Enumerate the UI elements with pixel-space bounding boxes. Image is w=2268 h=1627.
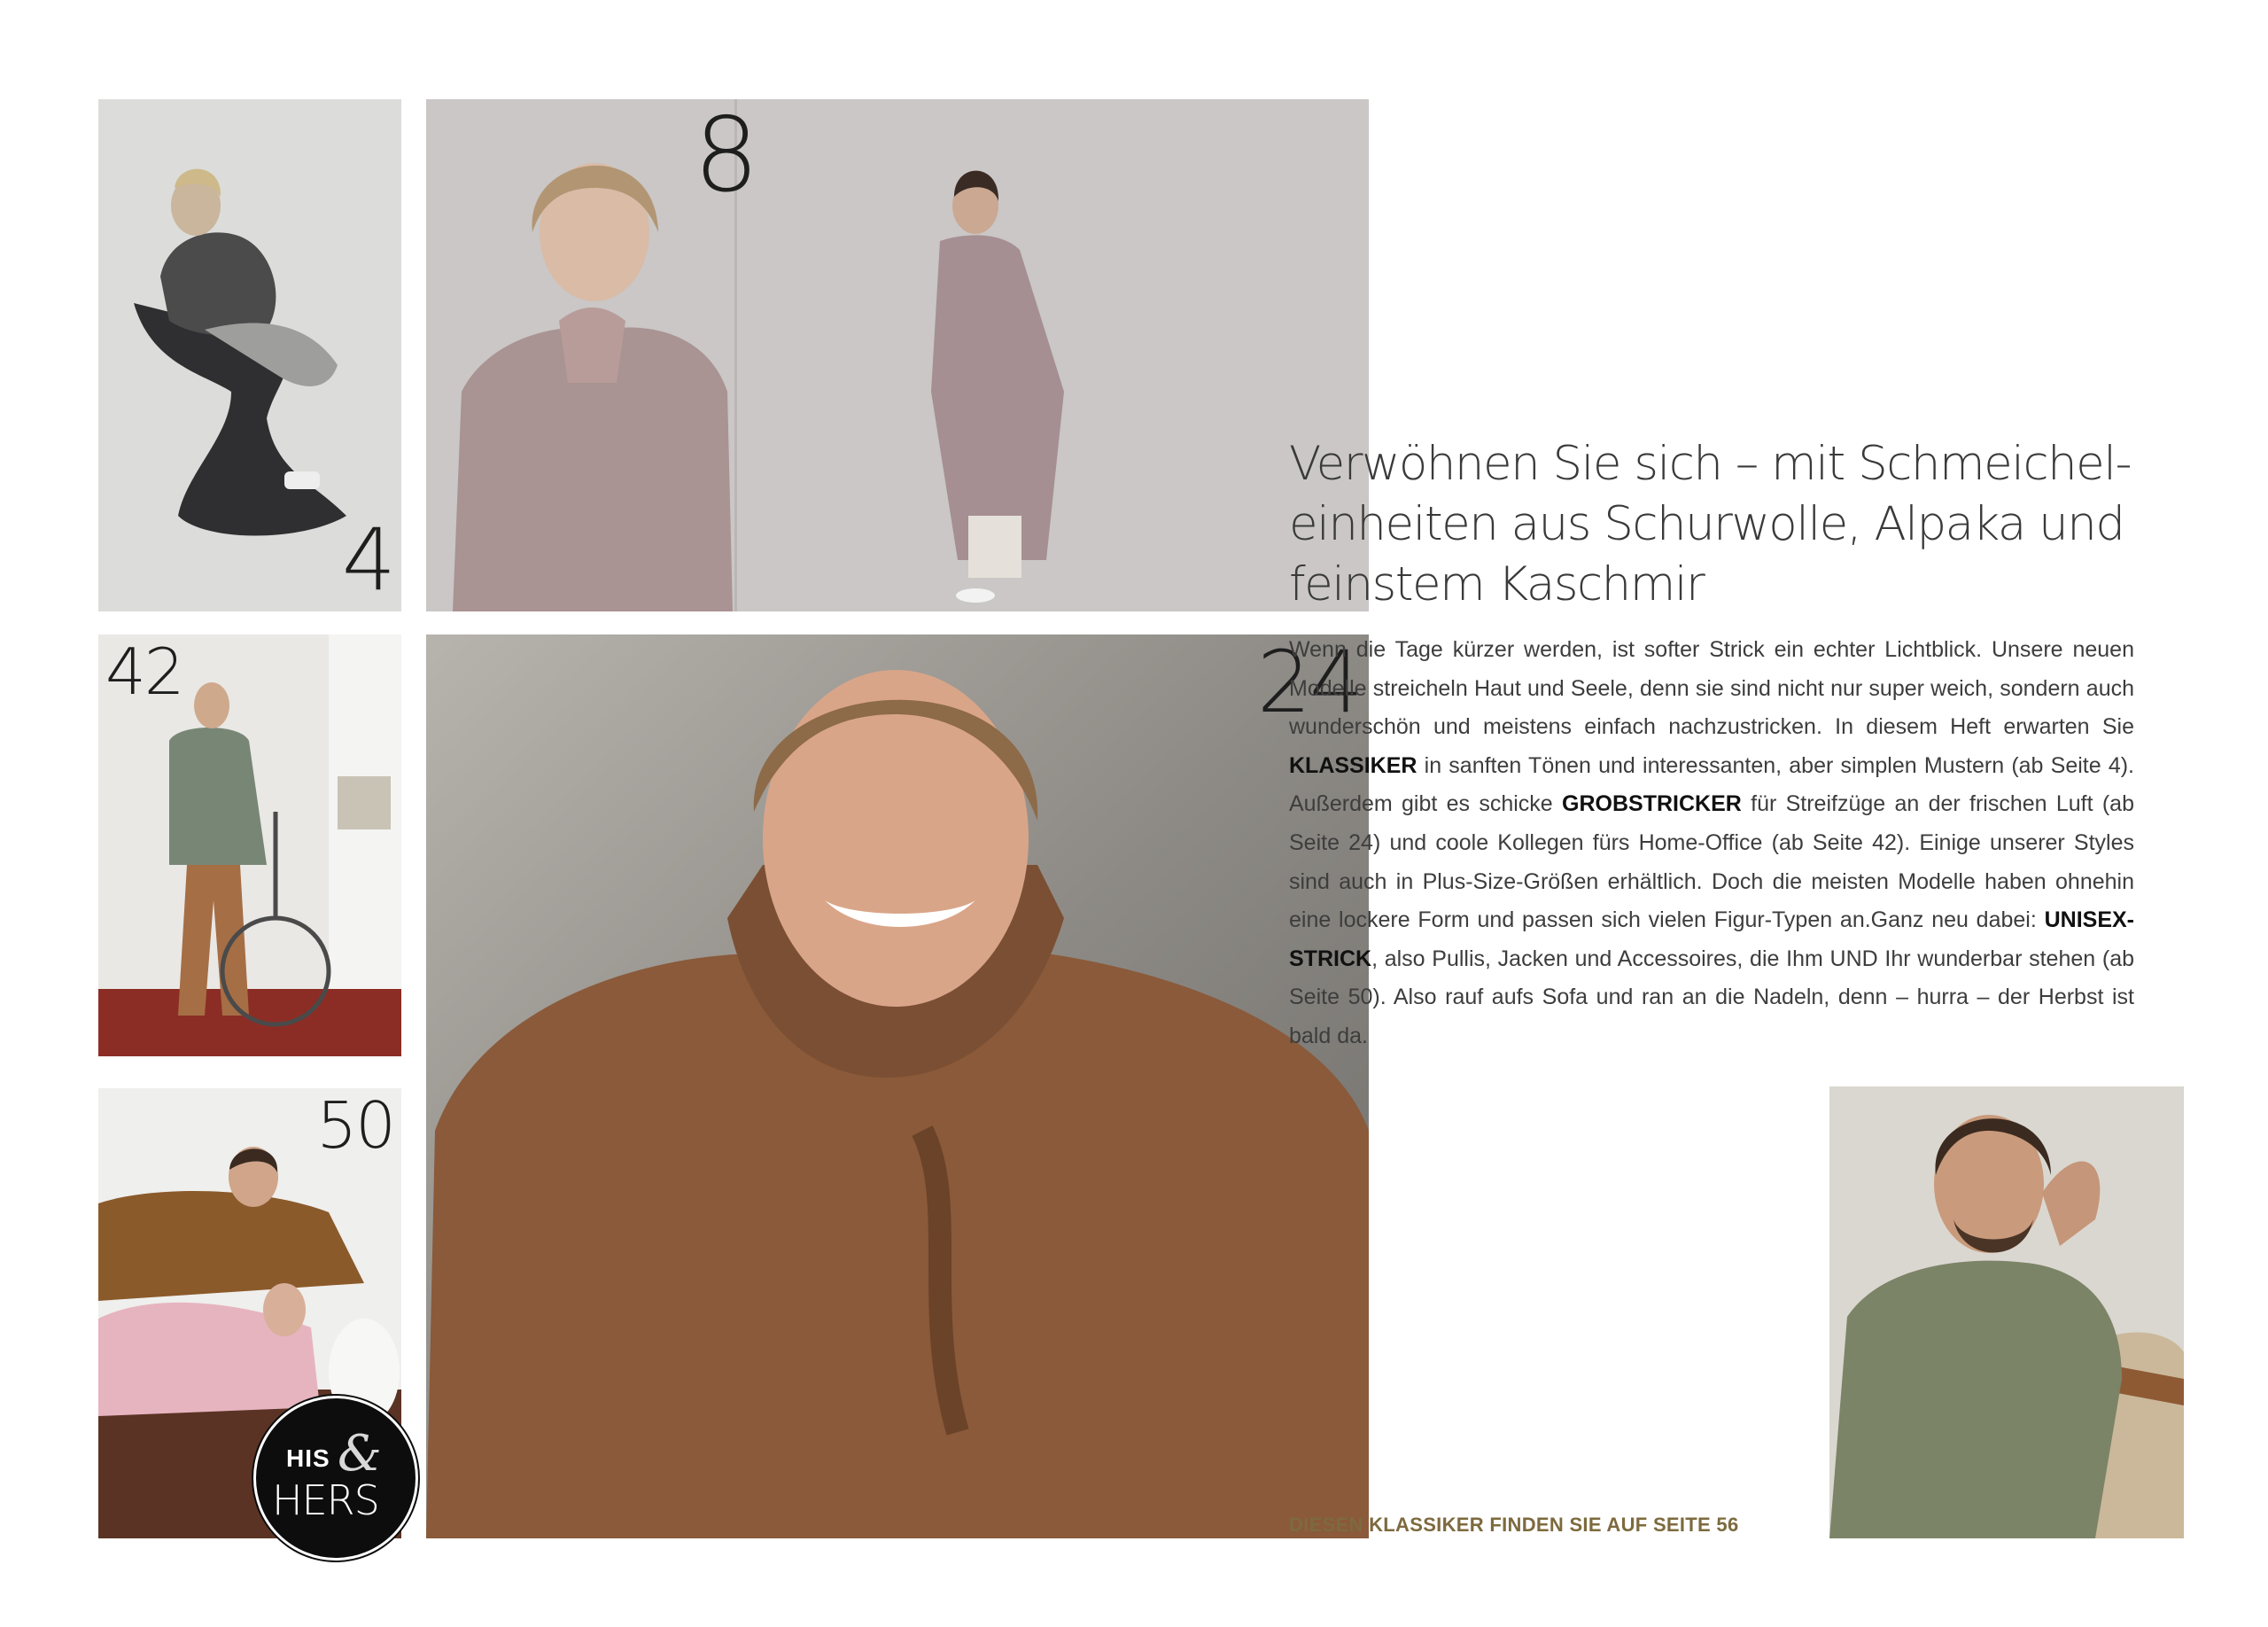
page-number-label: 50 — [316, 1088, 394, 1163]
highlight-unisex: UNISEX-STRICK — [1289, 907, 2134, 971]
body-text-part: , also Pullis, Jacken und Accessoires, die Ihm UND Ihr wunderbar stehen (ab Seite 50). Also rauf aufs Sofa und ran an die Nadeln, denn – hurra – der Herbst ist bald da. — [1289, 946, 2134, 1048]
photo-page-42 — [98, 634, 401, 1056]
page-number-label: 8 — [694, 99, 757, 215]
article-body — [1289, 631, 2134, 1056]
green-sweater-model-illustration — [1829, 1086, 2184, 1538]
photo-page-8 — [426, 99, 1369, 611]
article-headline: Verwöhnen Sie sich – mit Schmeichel-einheiten aus Schurwolle, Alpaka und feinstem Kaschmir — [1289, 437, 2132, 611]
body-text-part: in sanften Tönen und interessanten, aber simplen Mustern (ab Seite 4). Außerdem gibt es schicke — [1289, 752, 2134, 817]
highlight-klassiker: KLASSIKER — [1289, 752, 1418, 778]
badge-ampersand: & — [338, 1425, 382, 1483]
pink-knit-models-illustration — [426, 99, 1369, 611]
photo-page-56 — [1829, 1086, 2184, 1538]
turtleneck-model-illustration — [426, 634, 1369, 1538]
body-text-part: Wenn die Tage kürzer werden, ist softer Strick ein echter Lichtblick. Unsere neuen Modelle streicheln Haut und Seele, denn sie sind nicht nur super weich, sondern auch wunderschön und meistens einfach nachzustricken. In diesem Heft erwarten Sie — [1289, 637, 2134, 740]
badge-hers-text: HERS — [272, 1476, 379, 1524]
photo-page-24 — [426, 634, 1369, 1538]
body-text-part: für Streifzüge an der frischen Luft (ab Seite 24) und coole Kollegen fürs Home-Office (ab Seite 42). Einige unserer Styles sind auch in Plus-Size-Größen erhältlich. Doch die meisten Modelle haben ohnehin eine lockere Form und passen sich vielen Figur-Typen an.Ganz neu dabei: — [1289, 791, 2134, 933]
page-number-label: 42 — [105, 634, 183, 709]
badge-his-text: HIS — [286, 1444, 330, 1472]
page-number-label: 4 — [341, 510, 394, 610]
highlight-grobstricker: GROBSTRICKER — [1562, 791, 1742, 817]
his-hers-badge — [253, 1396, 418, 1561]
page-number-label: 24 — [1256, 634, 1362, 732]
page-reference-caption: DIESEN KLASSIKER FINDEN SIE AUF SEITE 56 — [1289, 1514, 1739, 1536]
photo-page-4 — [98, 99, 401, 611]
